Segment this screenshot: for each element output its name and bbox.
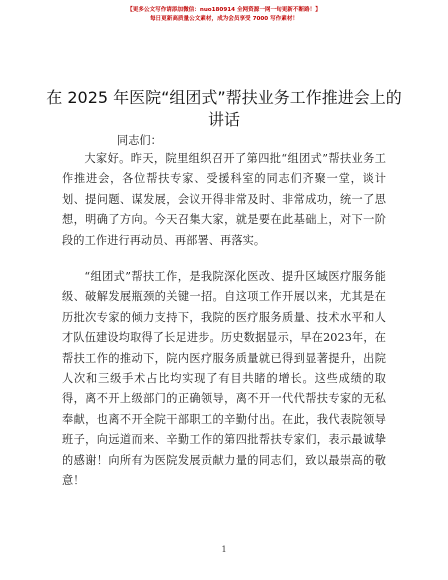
page-number: 1 xyxy=(221,545,227,554)
salutation: 同志们： xyxy=(117,134,162,147)
body-paragraph-1: 大家好。昨天，院里组织召开了第四批“组团式”帮扶业务工作推进会，各位帮扶专家、受援科室的同志们齐聚一堂，谈计划、提问题、谋发展，会议开得非常及时、非常成功，统一了思想，明确了方向。今天召集大家，就是要在此基础上，对下一阶段的工作进行再动员、再部署、再落实。 xyxy=(62,152,386,247)
promo-banner-line-2: 每日更新高质量公文素材，成为会员享受 7000 写作素材！ xyxy=(149,16,299,22)
promo-banner xyxy=(0,6,448,24)
document-title: 在 2025 年医院“组团式”帮扶业务工作推进会上的讲话 xyxy=(46,88,402,129)
promo-banner-line-1: 【更多公文写作请添加微信：nuo180914 全网资源一网一旬更新不断路！】 xyxy=(127,7,321,13)
body-paragraph-2: “组团式”帮扶工作，是我院深化医改、提升区域医疗服务能级、破解发展瓶颈的关键一招。自这项工作开展以来，尤其是在历批次专家的倾力支持下，我院的医疗服务质量、技术水平和人才队伍建设均取得了长足进步。历史数据显示，早在2023年，在帮扶工作的推动下，院内医疗服务质量就已得到显著提升，出院人次和三级手术占比均实现了有目共睹的增长。这些成绩的取得，离不开上级部门的正确领导，离不开一代代帮扶专家的无私奉献，也离不开全院干部职工的辛勤付出。在此，我代表院领导班子，向远道而来、辛勤工作的第四批帮扶专家们，表示最诚挚的感谢！向所有为医院发展贡献力量的同志们，致以最崇高的敬意！ xyxy=(62,270,386,488)
